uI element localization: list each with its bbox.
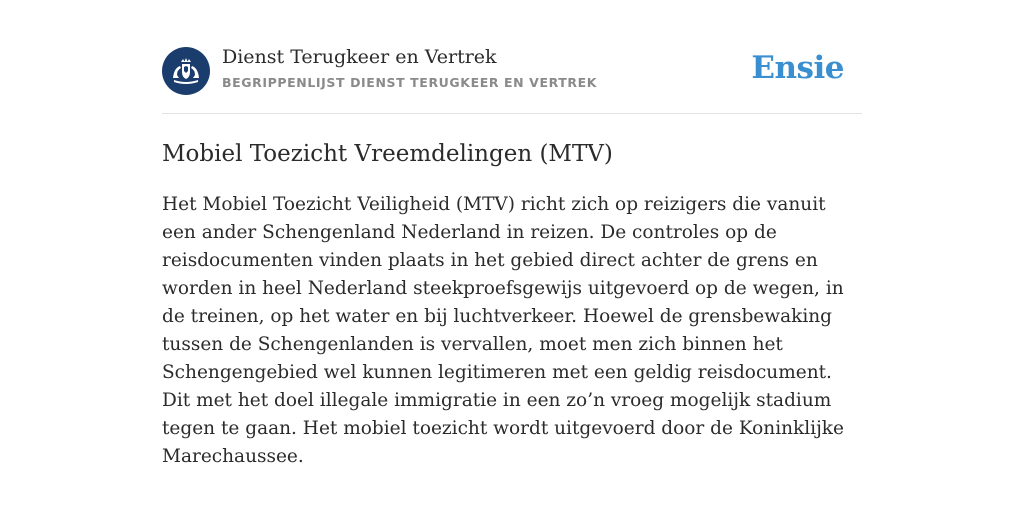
definition-card: [162, 0, 862, 471]
source-subtitle[interactable]: BEGRIPPENLIJST DIENST TERUGKEER EN VERTREK: [222, 75, 598, 90]
term-title: Mobiel Toezicht Vreemdelingen (MTV): [162, 141, 613, 167]
source-logo[interactable]: [162, 47, 210, 95]
crest-icon: [169, 56, 203, 86]
brand-logo[interactable]: Ensie: [751, 50, 844, 86]
term-definition: Het Mobiel Toezicht Veiligheid (MTV) richt zich op reizigers die vanuit een ander Schengenland Nederland in reizen. De controles op de reisdocumenten vinden plaats in het gebied direct achter de grens en worden in heel Nederland steekproefsgewijs uitgevoerd op de wegen, in de treinen, op het water en bij luchtverkeer. Hoewel de grensbewaking tussen de Schengenlanden is vervallen, moet men zich binnen het Schengengebied wel kunnen legitimeren met een geldig reisdocument. Dit met het doel illegale immigratie in een zo’n vroeg mogelijk stadium tegen te gaan. Het mobiel toezicht wordt uitgevoerd door de Koninklijke Marechaussee.: [162, 194, 844, 467]
source-title[interactable]: Dienst Terugkeer en Vertrek: [222, 46, 497, 68]
header: [162, 0, 862, 114]
